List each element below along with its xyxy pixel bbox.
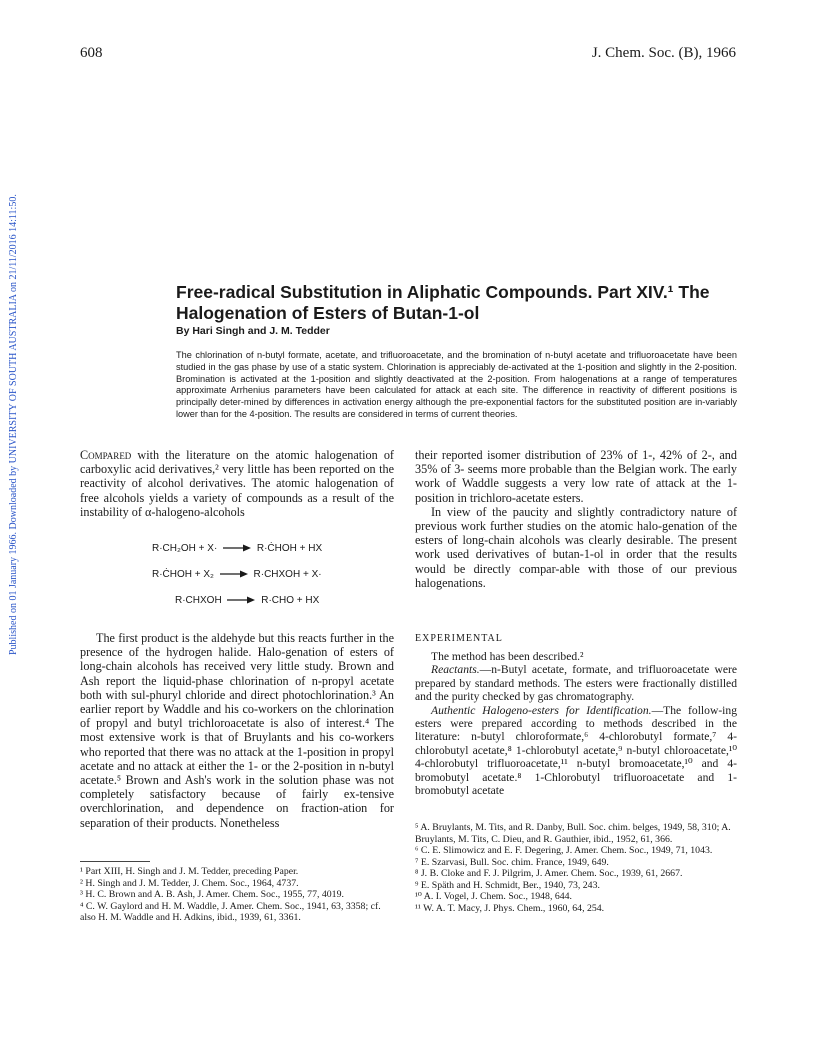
paragraph-text: their reported isomer distribution of 23% of 1-, 42% of 2-, and 35% of 3- seems more probable than the Belgian work. The early work of Waddle suggests a very low rate of attack at the 1-position in trichloro-acetate esters. <box>415 448 737 505</box>
section-lead-halogeno-esters: Authentic Halogeno-esters for Identification. <box>431 703 652 717</box>
equation-2-products: R·CHXOH + X· <box>253 569 322 580</box>
paragraph-text: —The follow-ing esters were prepared according to methods described in the literature: n-butyl chloroformate,⁶ 4-chlorobutyl formate,⁷ 4-chlorobutyl acetate,⁸ 1-chlorobutyl acetate,⁹ n-butyl chloroacetate,¹⁰ 4-chlorobutyl trifluoroacetate,¹¹ n-butyl bromoacetate,¹⁰ and 4-bromobutyl acetate.⁸ 1-Chlorobutyl trifluoroacetate and 1-bromobutyl acetate <box>415 703 737 798</box>
experimental-section <box>415 650 737 797</box>
footnote: ³ H. C. Brown and A. B. Ash, J. Amer. Chem. Soc., 1955, 77, 4019. <box>80 889 344 900</box>
footnote: ² H. Singh and J. M. Tedder, J. Chem. Soc., 1964, 4737. <box>80 877 299 889</box>
reaction-equation-3 <box>175 595 319 606</box>
reaction-arrow-icon <box>223 544 251 552</box>
article-authors: By Hari Singh and J. M. Tedder <box>176 325 330 337</box>
footnote: ⁷ E. Szarvasi, Bull. Soc. chim. France, 1949, 649. <box>415 856 609 868</box>
footnote: ¹¹ W. A. T. Macy, J. Phys. Chem., 1960, 64, 254. <box>415 902 605 914</box>
footnote: ⁵ A. Bruylants, M. Tits, and R. Danby, Bull. Soc. chim. belges, 1949, 58, 310; A. Bruylants, M. Tits, C. Dieu, and R. Gauthier, ibid., 1952, 61, 366. <box>415 822 731 845</box>
reaction-arrow-icon <box>220 570 248 578</box>
paragraph-text: The first product is the aldehyde but this reacts further in the presence of the hydrogen halide. Halo-genation of esters of long-chain alcohols has received very little study. Brown and Ash report the liquid-phase chlorination of n-propyl acetate both with sul-phuryl chloride and direct photochlorination.³ An earlier report by Waddle and his co-workers on the chlorination of propyl and butyl trichloroacetate is also of interest.⁴ The most extensive work is that of Bruylants and his co-workers who reported that there was no attack at the 1-position in propyl acetate and no attack at either the 1- or the 2-position in n-butyl acetate.⁵ Brown and Ash's work in the solution phase was not completely satisfactory because of fairly ex-tensive overchlorination, and dependence on fraction-ation for separation of their products. Nonetheless <box>80 631 394 830</box>
reaction-arrow-icon <box>227 596 255 604</box>
footnotes-left <box>80 866 394 924</box>
article-abstract: The chlorination of n-butyl formate, acetate, and trifluoroacetate, and the bromination of n-butyl acetate and trifluoroacetate have been studied in the gas phase by use of a static system. Chlorination is appreciably de-activated at the 1-position and slightly in the 2-position. Bromination is activated at the 1-position and slightly deactivated at the 2-position. From halogenations at a range of temperatures approximate Arrhenius parameters have been calculated for attack at each site. The difference in reactivity of different positions is principally deter-mined by differences in activation energy although the pre-exponential factors for the substituted position are in-variably lower than for the 4-position. The results are considered in terms of current theories. <box>176 350 737 419</box>
article-title: Free-radical Substitution in Aliphatic Compounds. Part XIV.¹ The Halogenation of Esters of Butan-1-ol <box>176 282 710 323</box>
footnotes-right <box>415 822 737 914</box>
body-paragraph-left <box>80 631 394 830</box>
reaction-equation-2 <box>152 569 322 580</box>
equation-1-products: R·ĊHOH + HX <box>256 543 323 554</box>
intro-text: with the literature on the atomic halogenation of carboxylic acid derivatives,² very little has been reported on the reactivity of alcohol derivatives. The atomic halogenation of free alcohols yields a variety of compounds as a result of the instability of α-halogeno-alcohols <box>80 448 394 519</box>
equation-1-reactants: R·CH₂OH + X· <box>152 543 218 554</box>
paragraph-text: —n-Butyl acetate, formate, and trifluoroacetate were prepared by standard methods. The esters were fractionally distilled and the purity checked by gas chromatography. <box>415 663 737 704</box>
page-number: 608 <box>80 45 103 61</box>
footnote: ¹⁰ A. I. Vogel, J. Chem. Soc., 1948, 644. <box>415 891 572 902</box>
reaction-equation-1 <box>152 543 322 554</box>
footnote: ⁶ C. E. Slimowicz and E. F. Degering, J. Amer. Chem. Soc., 1949, 71, 1043. <box>415 845 713 856</box>
paragraph-text: The method has been described.² <box>431 650 584 663</box>
footnote: ⁴ C. W. Gaylord and H. M. Waddle, J. Amer. Chem. Soc., 1941, 63, 3358; cf. also H. M. Waddle and H. Adkins, ibid., 1939, 61, 3361. <box>80 900 381 923</box>
section-lead-reactants: Reactants. <box>431 663 480 677</box>
footnote: ⁹ E. Späth and H. Schmidt, Ber., 1940, 73, 243. <box>415 879 600 891</box>
body-column-right <box>415 448 737 590</box>
equation-3-products: R·CHO + HX <box>261 595 320 606</box>
journal-citation: J. Chem. Soc. (B), 1966 <box>591 45 736 61</box>
equation-3-reactants: R·CHXOH <box>175 595 222 606</box>
intro-lead-word: Compared <box>80 448 132 462</box>
experimental-heading: EXPERIMENTAL <box>415 633 503 644</box>
footnote: ¹ Part XIII, H. Singh and J. M. Tedder, preceding Paper. <box>80 866 299 877</box>
paragraph-text: In view of the paucity and slightly contradictory nature of previous work further studies on the atomic halo-genation of the esters of long-chain alcohols was clearly desirable. The present work used derivatives of butan-1-ol in order that the results would be directly compar-able with those of our previous halogenations. <box>415 504 737 590</box>
intro-paragraph <box>80 448 394 519</box>
download-watermark: Published on 01 January 1966. Downloaded by UNIVERSITY OF SOUTH AUSTRALIA on 21/11/2016 14:11:50. <box>8 194 19 655</box>
equation-2-reactants: R·ĊHOH + X₂ <box>152 569 214 580</box>
footnote: ⁸ J. B. Cloke and F. J. Pilgrim, J. Amer. Chem. Soc., 1939, 61, 2667. <box>415 868 683 879</box>
footnote-divider <box>80 861 150 862</box>
